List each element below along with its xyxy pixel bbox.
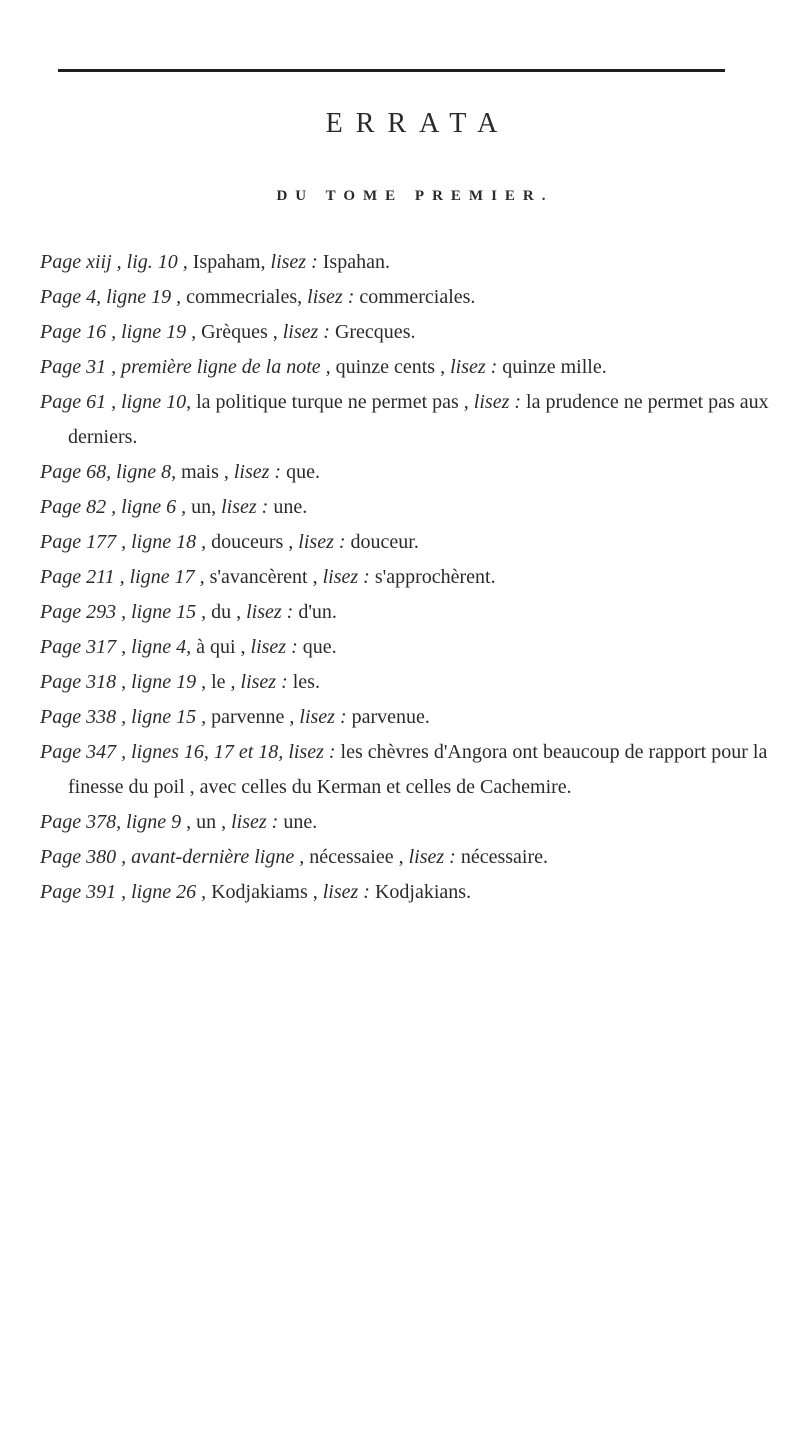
entry-error: quinze cents , xyxy=(335,356,446,378)
entry-reference: Page 31 , première ligne de la note , xyxy=(40,356,331,378)
entry-reference: Page 293 , ligne 15 , xyxy=(40,601,207,623)
entry-reference: Page 177 , ligne 18 , xyxy=(40,531,207,553)
entry-error: un , xyxy=(196,811,227,833)
errata-entry xyxy=(40,700,775,735)
entry-lisez: lisez : xyxy=(408,846,456,868)
entry-correction: Kodjakians. xyxy=(374,881,472,903)
errata-list xyxy=(40,245,775,910)
page-subtitle: DU TOME PREMIER. xyxy=(276,188,554,204)
errata-entry xyxy=(40,245,775,280)
entry-correction: douceur. xyxy=(350,531,419,553)
top-rule xyxy=(58,69,725,72)
entry-correction: les. xyxy=(292,671,320,693)
entry-reference: Page 318 , ligne 19 , xyxy=(40,671,207,693)
entry-lisez: lisez : xyxy=(322,566,370,588)
errata-entry xyxy=(40,665,775,700)
errata-entry xyxy=(40,385,775,455)
errata-entry xyxy=(40,280,775,315)
errata-entry xyxy=(40,875,775,910)
entry-reference: Page 378, ligne 9 , xyxy=(40,811,192,833)
entry-reference: Page 338 , ligne 15 , xyxy=(40,706,207,728)
entry-lisez: lisez : xyxy=(298,531,346,553)
entry-correction: Ispahan. xyxy=(322,251,390,273)
errata-entry xyxy=(40,350,775,385)
errata-entry xyxy=(40,840,775,875)
entry-error: Ispaham, xyxy=(192,251,266,273)
entry-reference: Page 211 , ligne 17 , xyxy=(40,566,205,588)
entry-lisez: lisez : xyxy=(322,881,370,903)
entry-correction: que. xyxy=(302,636,337,658)
entry-error: s'avancèrent , xyxy=(209,566,318,588)
entry-reference: Page 391 , ligne 26 , xyxy=(40,881,207,903)
entry-reference: Page 317 , ligne 4, xyxy=(40,636,192,658)
entry-correction: la prudence ne permet pas aux derniers. xyxy=(68,391,769,448)
entry-error: nécessaiee , xyxy=(309,846,404,868)
page-title: ERRATA xyxy=(325,108,511,139)
entry-correction: s'approchèrent. xyxy=(374,566,496,588)
entry-error: la politique turque ne permet pas , xyxy=(196,391,469,413)
entry-lisez: lisez : xyxy=(250,636,298,658)
entry-correction: Grecques. xyxy=(334,321,416,343)
errata-entry xyxy=(40,455,775,490)
entry-lisez: lisez : xyxy=(450,356,498,378)
entry-reference: Page 82 , ligne 6 , xyxy=(40,496,187,518)
entry-reference: Page 68, ligne 8, xyxy=(40,461,177,483)
entry-error: le , xyxy=(211,671,236,693)
entry-error: mais , xyxy=(181,461,229,483)
entry-error: parvenne , xyxy=(211,706,295,728)
entry-lisez: lisez : xyxy=(246,601,294,623)
entry-correction: les chèvres d'Angora ont beaucoup de rapport pour la finesse du poil , avec celles du Kerman et celles de Cachemire. xyxy=(68,741,768,798)
errata-entry xyxy=(40,560,775,595)
errata-entry xyxy=(40,595,775,630)
errata-entry xyxy=(40,525,775,560)
entry-lisez: lisez : xyxy=(288,741,336,763)
entry-correction: une. xyxy=(283,811,318,833)
entry-error: du , xyxy=(211,601,242,623)
errata-entry xyxy=(40,315,775,350)
entry-lisez: lisez : xyxy=(233,461,282,483)
entry-reference: Page 16 , ligne 19 , xyxy=(40,321,197,343)
entry-lisez: lisez : xyxy=(270,251,318,273)
entry-reference: Page 61 , ligne 10, xyxy=(40,391,192,413)
entry-error: Kodjakiams , xyxy=(211,881,318,903)
entry-lisez: lisez : xyxy=(221,496,269,518)
entry-error: douceurs , xyxy=(211,531,294,553)
errata-entry xyxy=(40,490,775,525)
errata-entry xyxy=(40,630,775,665)
entry-correction: commerciales. xyxy=(359,286,476,308)
entry-lisez: lisez : xyxy=(299,706,347,728)
entry-lisez: lisez : xyxy=(231,811,279,833)
entry-lisez: lisez : xyxy=(307,286,355,308)
errata-entry xyxy=(40,735,775,805)
entry-correction: une. xyxy=(273,496,308,518)
entry-correction: quinze mille. xyxy=(502,356,607,378)
entry-lisez: lisez : xyxy=(282,321,330,343)
entry-lisez: lisez : xyxy=(473,391,522,413)
entry-reference: Page 347 , lignes 16, 17 et 18, xyxy=(40,741,284,763)
entry-error: commecriales, xyxy=(186,286,303,308)
entry-reference: Page xiij , lig. 10 , xyxy=(40,251,188,273)
entry-error: Grèques , xyxy=(201,321,278,343)
entry-correction: parvenue. xyxy=(351,706,430,728)
errata-entry xyxy=(40,805,775,840)
entry-reference: Page 4, ligne 19 , xyxy=(40,286,182,308)
entry-correction: nécessaire. xyxy=(460,846,548,868)
entry-lisez: lisez : xyxy=(240,671,288,693)
entry-correction: que. xyxy=(286,461,320,483)
entry-error: un, xyxy=(191,496,217,518)
entry-error: à qui , xyxy=(196,636,246,658)
entry-reference: Page 380 , avant-dernière ligne , xyxy=(40,846,305,868)
entry-correction: d'un. xyxy=(298,601,337,623)
